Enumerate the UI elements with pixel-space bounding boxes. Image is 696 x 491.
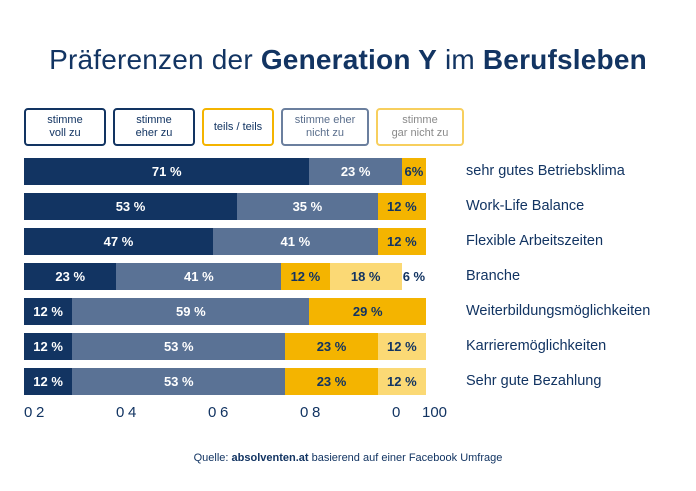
- stacked-bar: [24, 368, 454, 395]
- legend-item-label-2: nicht zu: [306, 127, 344, 139]
- legend-item-label: teils / teils: [213, 120, 263, 133]
- bar-segment: 35 %: [237, 193, 378, 220]
- stacked-bar: [24, 158, 454, 185]
- bar-segment: 47 %: [24, 228, 213, 255]
- chart-row: [24, 158, 672, 185]
- title-part-4: Berufsleben: [482, 44, 647, 75]
- bar-segment: 12 %: [24, 298, 72, 325]
- title-part-3: im: [436, 44, 483, 75]
- bar-segment: 12 %: [24, 333, 72, 360]
- bar-segment: 53 %: [72, 333, 285, 360]
- chart-legend: [24, 108, 464, 146]
- stacked-bar: [24, 228, 454, 255]
- bar-category-label: Sehr gute Bezahlung: [466, 373, 602, 389]
- legend-item-label: stimme: [136, 114, 172, 126]
- axis-tick-label: 6: [220, 404, 229, 421]
- bar-segment: 12 %: [378, 368, 426, 395]
- legend-item-label: stimme: [402, 114, 438, 126]
- axis-tick-label: 100: [422, 404, 448, 421]
- chart-row: [24, 298, 672, 325]
- axis-tick-label: 2: [36, 404, 45, 421]
- bar-category-label: Work-Life Balance: [466, 198, 585, 214]
- bar-segment: 59 %: [72, 298, 309, 325]
- stacked-bar: [24, 333, 454, 360]
- bar-segment: 6%: [402, 158, 426, 185]
- title-part-1: Präferenzen der: [49, 44, 261, 75]
- bar-category-label: Flexible Arbeitszeiten: [466, 233, 604, 249]
- title-part-2: Generation Y: [260, 44, 437, 75]
- bar-segment: 23 %: [309, 158, 401, 185]
- bar-segment: 18 %: [330, 263, 402, 290]
- source-suffix: basierend auf einer Facebook Umfrage: [308, 452, 503, 464]
- legend-item-label-2: voll zu: [49, 127, 81, 139]
- bar-segment: 53 %: [24, 193, 237, 220]
- chart-row: [24, 228, 672, 255]
- bar-chart: [24, 158, 672, 403]
- legend-item-3[interactable]: [281, 108, 369, 146]
- axis-tick-label: 0: [392, 404, 401, 421]
- bar-segment: 29 %: [309, 298, 426, 325]
- legend-item-0[interactable]: [24, 108, 106, 146]
- bar-segment: 12 %: [378, 333, 426, 360]
- stacked-bar: [24, 263, 454, 290]
- axis-tick-label: 0: [116, 404, 125, 421]
- chart-row: [24, 333, 672, 360]
- stacked-bar: [24, 298, 454, 325]
- legend-item-2[interactable]: [202, 108, 274, 146]
- source-prefix: Quelle:: [193, 452, 232, 464]
- axis-tick-label: 0: [208, 404, 217, 421]
- chart-row: [24, 263, 672, 290]
- bar-segment: 41 %: [213, 228, 378, 255]
- bar-segment: 71 %: [24, 158, 309, 185]
- legend-item-label: stimme eher: [294, 114, 356, 126]
- legend-item-1[interactable]: [113, 108, 195, 146]
- chart-row: [24, 193, 672, 220]
- x-axis: [24, 404, 464, 424]
- bar-segment: 23 %: [24, 263, 116, 290]
- bar-segment: 12 %: [24, 368, 72, 395]
- stacked-bar: [24, 193, 454, 220]
- bar-segment: 6 %: [402, 263, 426, 290]
- axis-tick-label: 0: [24, 404, 33, 421]
- bar-segment: 41 %: [116, 263, 281, 290]
- bar-segment: 12 %: [378, 193, 426, 220]
- bar-category-label: Branche: [466, 268, 521, 284]
- bar-segment: 23 %: [285, 368, 377, 395]
- source-note: [0, 452, 696, 464]
- bar-segment: 12 %: [378, 228, 426, 255]
- axis-tick-label: 4: [128, 404, 137, 421]
- legend-item-4[interactable]: [376, 108, 464, 146]
- axis-tick-label: 0: [300, 404, 309, 421]
- bar-segment: 12 %: [281, 263, 329, 290]
- bar-segment: 23 %: [285, 333, 377, 360]
- page-title: [0, 44, 696, 76]
- bar-category-label: Weiterbildungsmöglichkeiten: [466, 303, 651, 319]
- legend-item-label: stimme: [47, 114, 83, 126]
- bar-category-label: sehr gutes Betriebsklima: [466, 163, 625, 179]
- legend-item-label-2: eher zu: [135, 127, 173, 139]
- legend-item-label-2: gar nicht zu: [391, 127, 449, 139]
- axis-tick-label: 8: [312, 404, 321, 421]
- source-brand[interactable]: absolventen.at: [231, 452, 309, 464]
- bar-category-label: Karrieremöglichkeiten: [466, 338, 607, 354]
- bar-segment: 53 %: [72, 368, 285, 395]
- chart-row: [24, 368, 672, 395]
